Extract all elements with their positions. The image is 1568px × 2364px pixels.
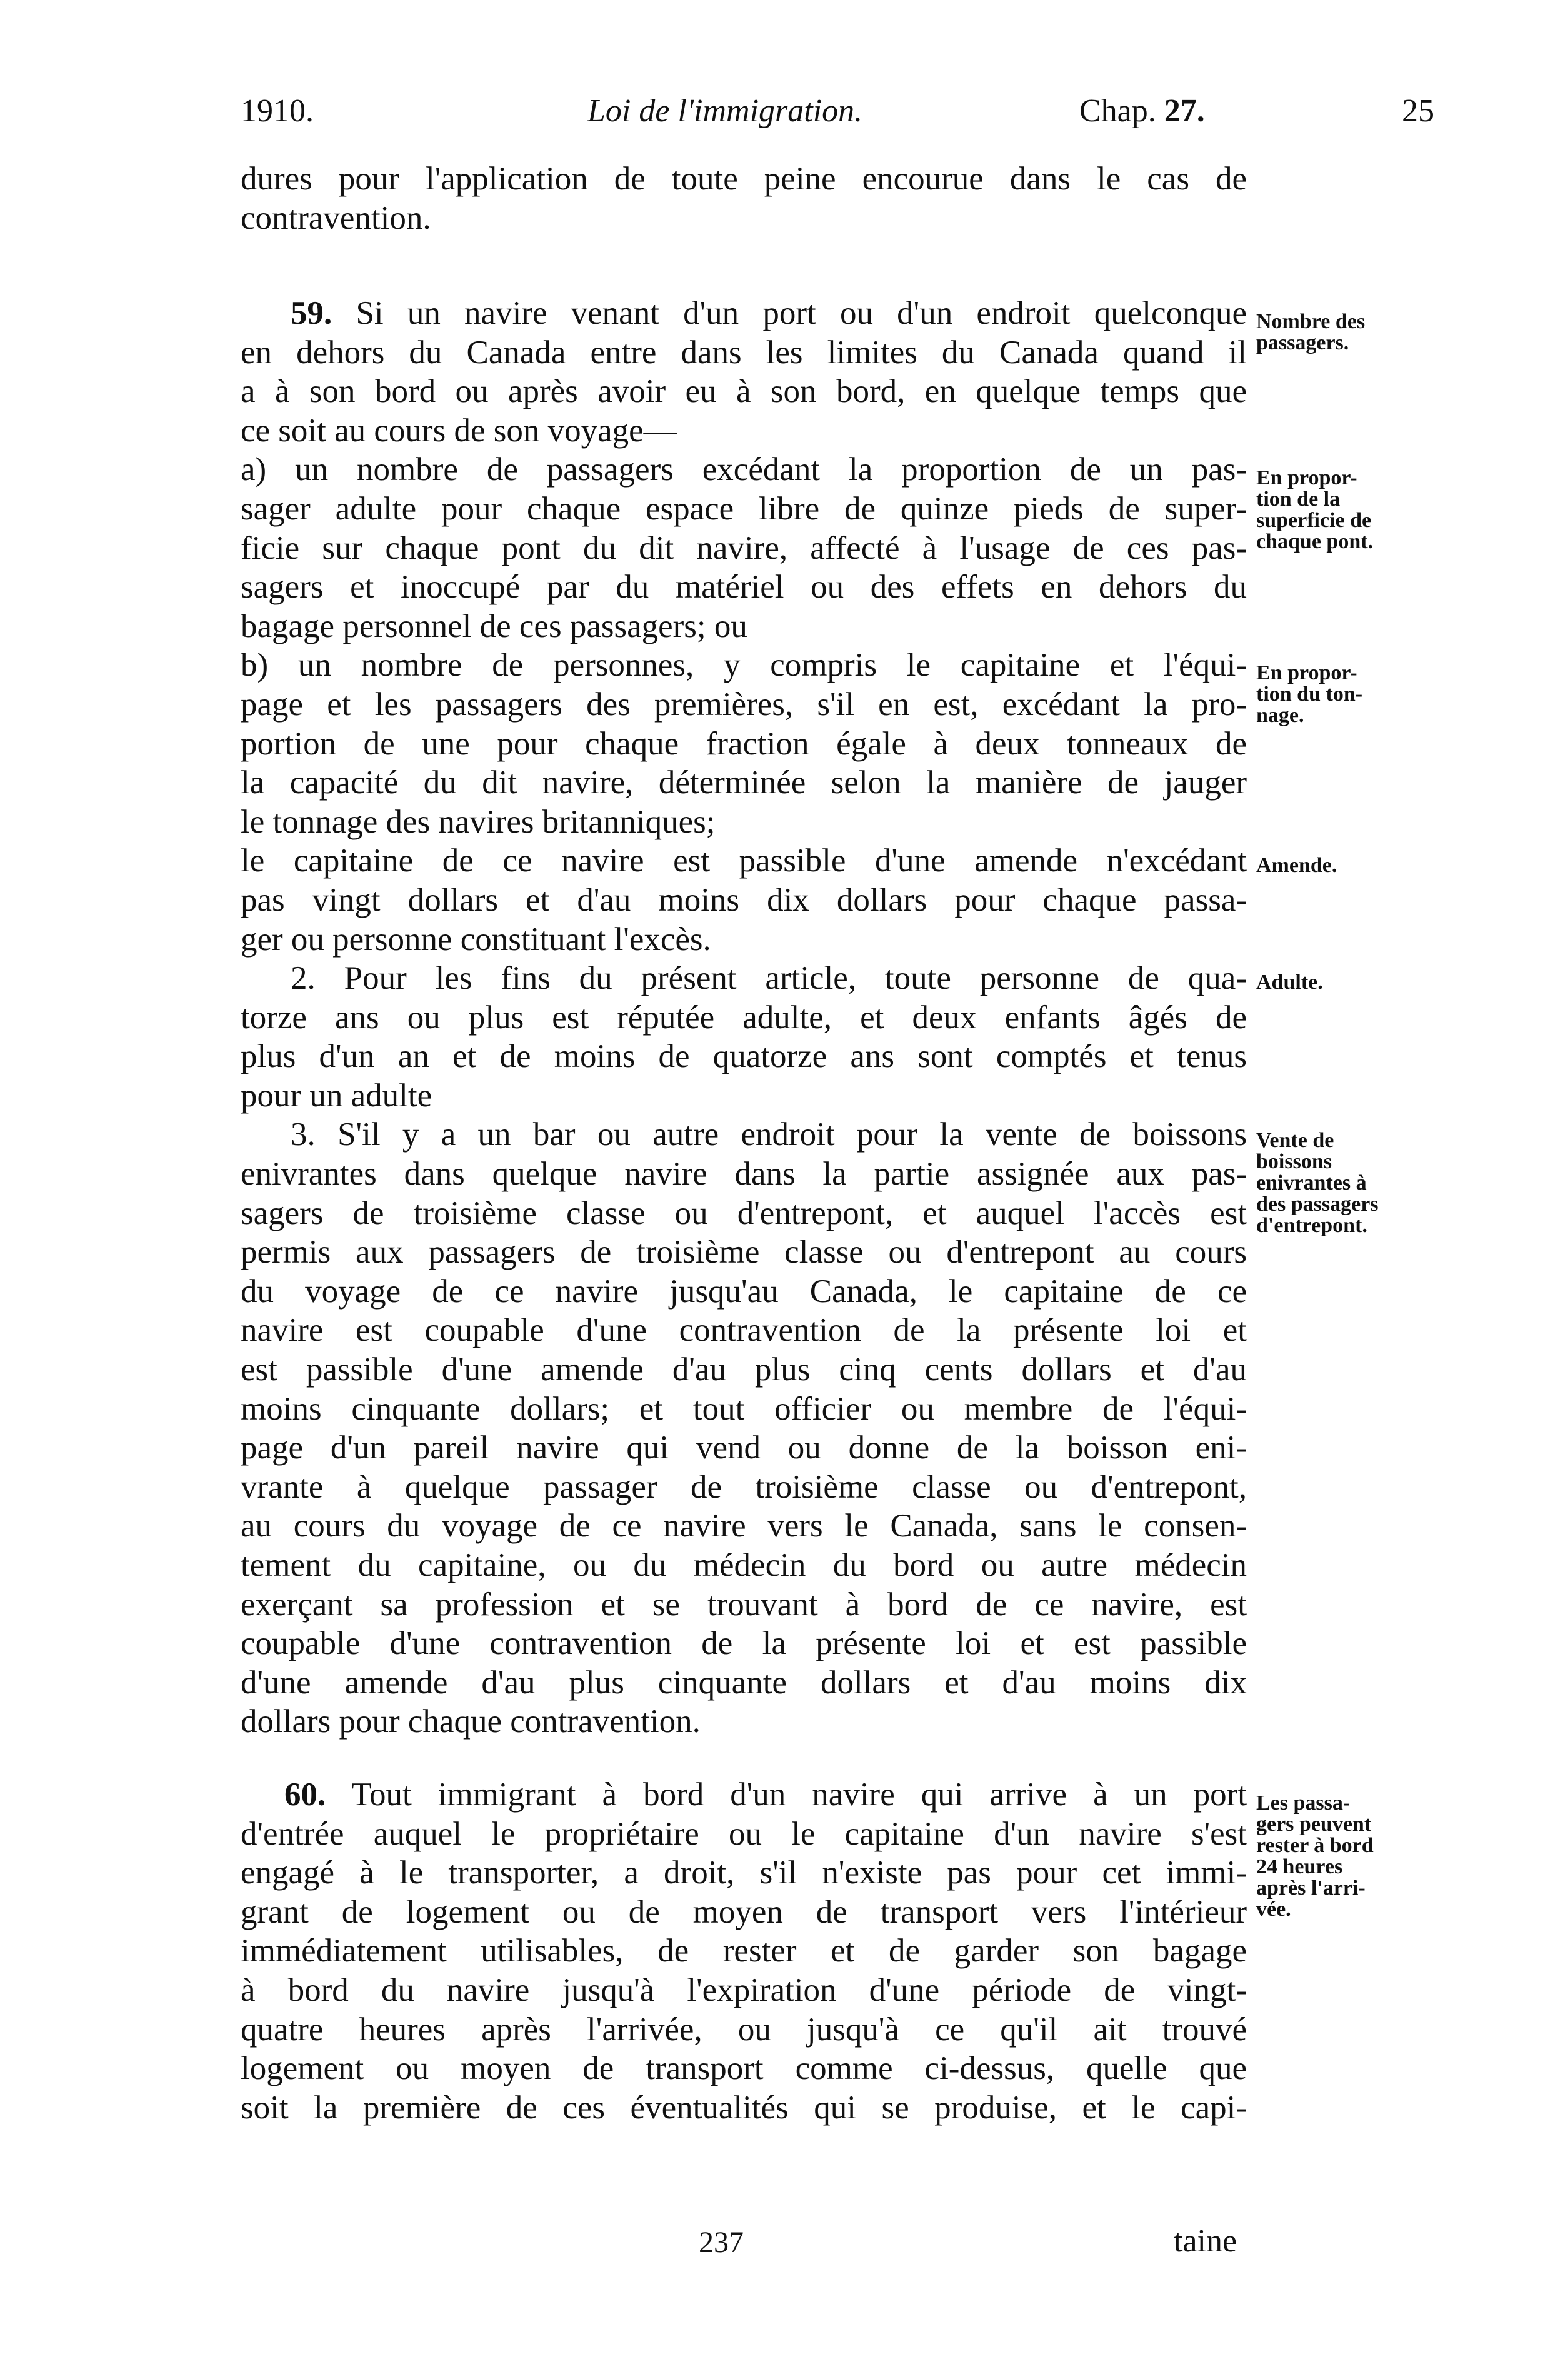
margin-note-nombre-des-passagers — [1256, 311, 1444, 354]
margin-note-line: boissons — [1256, 1150, 1332, 1173]
text-line: plus d'un an et de moins de quatorze ans sont comptés et tenus — [241, 1038, 1247, 1075]
text-line: a à son bord ou après avoir eu à son bord, en quelque temps que — [241, 373, 1247, 410]
margin-note-line: nage. — [1256, 704, 1304, 727]
text-line: navire est coupable d'une contravention de la présente loi et — [241, 1312, 1247, 1349]
margin-note-line: d'entrepont. — [1256, 1214, 1367, 1237]
text-line: la capacité du dit navire, déterminée selon la manière de jauger — [241, 764, 1247, 801]
text-line: sager adulte pour chaque espace libre de quinze pieds de super- — [241, 490, 1247, 527]
text-line: bagage personnel de ces passagers; ou — [241, 608, 747, 644]
text-line: moins cinquante dollars; et tout officier ou membre de l'équi- — [241, 1390, 1247, 1427]
footer-page-number: 237 — [699, 2226, 744, 2259]
text-line: contravention. — [241, 199, 431, 236]
text-line: page et les passagers des premières, s'il en est, excédant la pro- — [241, 686, 1247, 723]
text-line: dures pour l'application de toute peine encourue dans le cas de — [241, 161, 1247, 197]
header-chapter-number: 27. — [1164, 93, 1205, 129]
margin-note-line: tion de la — [1256, 488, 1341, 511]
section-60-first-line-text: Tout immigrant à bord d'un navire qui arrive à un port — [351, 1776, 1247, 1813]
margin-note-line: des passagers — [1256, 1193, 1379, 1216]
margin-note-line: vée. — [1256, 1898, 1291, 1921]
text-line: portion de une pour chaque fraction égale à deux tonneaux de — [241, 725, 1247, 762]
text-line: sagers de troisième classe ou d'entrepont, et auquel l'accès est — [241, 1195, 1247, 1231]
margin-note-line: chaque pont. — [1256, 530, 1374, 553]
section-59-number: 59. — [291, 295, 332, 331]
margin-note-line: passagers. — [1256, 331, 1349, 354]
text-line: d'une amende d'au plus cinquante dollars et d'au moins dix — [241, 1664, 1247, 1701]
text-line: le capitaine de ce navire est passible d'une amende n'excédant — [241, 843, 1247, 879]
text-line: à bord du navire jusqu'à l'expiration d'une période de vingt- — [241, 1971, 1247, 2008]
text-line: pour un adulte — [241, 1077, 432, 1114]
margin-note-line: gers peuvent — [1256, 1813, 1372, 1836]
text-line: au cours du voyage de ce navire vers le Canada, sans le consen- — [241, 1508, 1247, 1545]
margin-note-line: Adulte. — [1256, 971, 1323, 994]
text-line: ger ou personne constituant l'excès. — [241, 921, 711, 958]
text-line: sagers et inoccupé par du matériel ou des effets en dehors du — [241, 569, 1247, 606]
text-line: enivrantes dans quelque navire dans la partie assignée aux pas- — [241, 1156, 1247, 1193]
margin-note-les-passagers-peuvent-rester — [1256, 1793, 1444, 1920]
text-line: logement ou moyen de transport comme ci-dessus, quelle que — [241, 2050, 1247, 2087]
section-59-first-line — [241, 294, 1247, 333]
margin-note-proportion-tonnage — [1256, 663, 1444, 726]
section-60 — [241, 1775, 1247, 2127]
text-line: coupable d'une contravention de la présente loi et est passible — [241, 1625, 1247, 1662]
text-line: torze ans ou plus est réputée adulte, et deux enfants âgés de — [241, 999, 1247, 1036]
text-line: permis aux passagers de troisième classe ou d'entrepont au cours — [241, 1234, 1247, 1271]
header-page-number: 25 — [1402, 93, 1434, 129]
margin-note-line: superficie de — [1256, 509, 1372, 532]
margin-note-line: tion du ton- — [1256, 683, 1363, 706]
text-line: engagé à le transporter, a droit, s'il n'existe pas pour cet immi- — [241, 1855, 1247, 1891]
margin-note-line: En propor- — [1256, 661, 1357, 684]
text-line: grant de logement ou de moyen de transport vers l'intérieur — [241, 1893, 1247, 1930]
margin-note-line: rester à bord — [1256, 1834, 1374, 1857]
margin-note-line: après l'arri- — [1256, 1876, 1366, 1900]
text-line: soit la première de ces éventualités qui se produise, et le capi- — [241, 2089, 1247, 2126]
header-year: 1910. — [241, 93, 314, 129]
margin-note-vente-de-boissons — [1256, 1130, 1444, 1236]
margin-note-line: Amende. — [1256, 854, 1337, 877]
text-line: d'entrée auquel le propriétaire ou le capitaine d'un navire s'est — [241, 1815, 1247, 1852]
section-59 — [241, 294, 1247, 1741]
margin-note-line: Vente de — [1256, 1129, 1334, 1152]
margin-note-proportion-superficie — [1256, 468, 1444, 553]
section-60-first-line — [241, 1775, 1247, 1815]
margin-note-line: Les passa- — [1256, 1791, 1351, 1815]
margin-note-adulte — [1256, 972, 1444, 993]
text-line: 2. Pour les fins du présent article, toute personne de qua- — [291, 960, 1247, 997]
text-line: b) un nombre de personnes, y compris le capitaine et l'équi- — [241, 647, 1247, 684]
header-chapter-prefix: Chap. — [1079, 93, 1156, 129]
text-line: ficie sur chaque pont du dit navire, affecté à l'usage de ces pas- — [241, 529, 1247, 566]
text-line: est passible d'une amende d'au plus cinq cents dollars et d'au — [241, 1351, 1247, 1388]
text-line: exerçant sa profession et se trouvant à bord de ce navire, est — [241, 1586, 1247, 1623]
header-chapter — [1079, 93, 1205, 130]
text-line: a) un nombre de passagers excédant la proportion de un pas- — [241, 451, 1247, 488]
text-line: en dehors du Canada entre dans les limites du Canada quand il — [241, 334, 1247, 371]
section-60-number: 60. — [284, 1776, 326, 1813]
text-line: ce soit au cours de son voyage— — [241, 412, 677, 449]
text-line: dollars pour chaque contravention. — [241, 1703, 701, 1740]
text-line: quatre heures après l'arrivée, ou jusqu'à ce qu'il ait trouvé — [241, 2011, 1247, 2048]
text-line: pas vingt dollars et d'au moins dix dollars pour chaque passa- — [241, 881, 1247, 918]
margin-note-line: Nombre des — [1256, 310, 1366, 333]
text-line: page d'un pareil navire qui vend ou donne de la boisson eni- — [241, 1430, 1247, 1466]
header-title: Loi de l'immigration. — [587, 93, 863, 129]
section-59-first-line-text: Si un navire venant d'un port ou d'un endroit quelconque — [356, 295, 1247, 331]
text-line: du voyage de ce navire jusqu'au Canada, le capitaine de ce — [241, 1273, 1247, 1310]
margin-note-line: 24 heures — [1256, 1855, 1343, 1878]
text-line: immédiatement utilisables, de rester et de garder son bagage — [241, 1933, 1247, 1970]
margin-note-line: En propor- — [1256, 466, 1357, 489]
margin-note-line: enivrantes à — [1256, 1171, 1367, 1195]
text-line: vrante à quelque passager de troisième classe ou d'entrepont, — [241, 1468, 1247, 1505]
text-line: 3. S'il y a un bar ou autre endroit pour la vente de boissons — [291, 1116, 1247, 1153]
footer-catchword: taine — [1174, 2223, 1237, 2259]
text-line: le tonnage des navires britanniques; — [241, 803, 716, 840]
text-line: tement du capitaine, ou du médecin du bord ou autre médecin — [241, 1547, 1247, 1583]
intro-paragraph — [241, 159, 1247, 238]
margin-note-amende — [1256, 855, 1444, 876]
running-header — [241, 93, 1434, 130]
